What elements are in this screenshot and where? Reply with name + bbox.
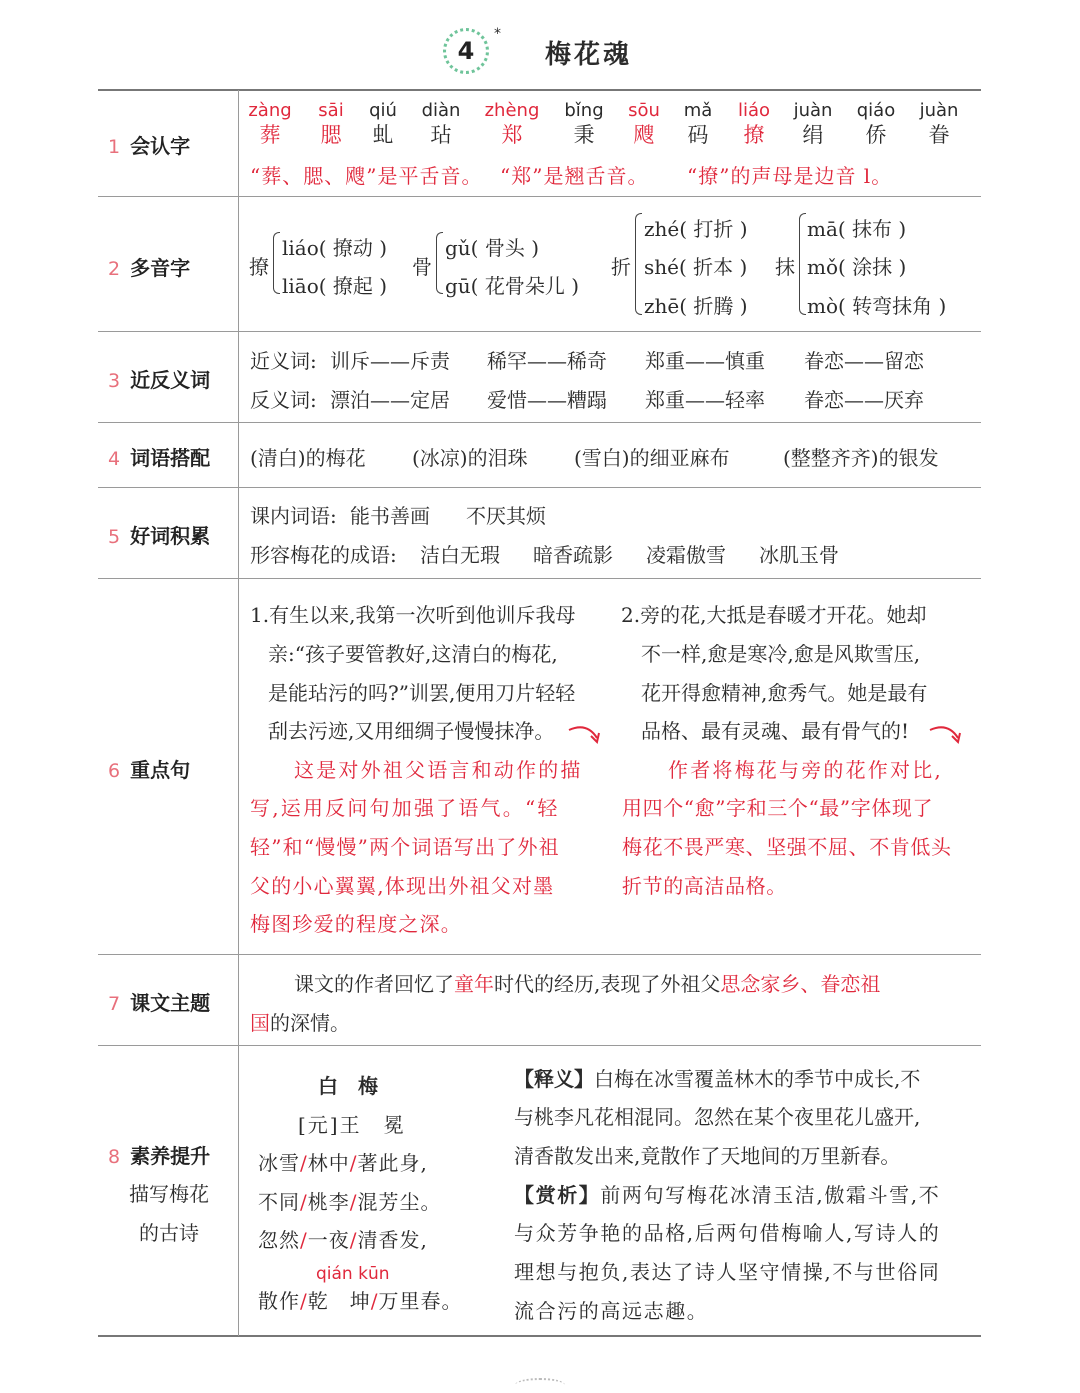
rhythm-slash: / [349, 1228, 358, 1252]
char-pinyin: mǎ [683, 100, 713, 121]
recognize-char-item [353, 100, 413, 148]
recognize-char-item [783, 100, 843, 148]
poem-segment: 不同 [258, 1190, 300, 1214]
char-glyph: 虬 [372, 123, 394, 147]
char-glyph: 绢 [802, 123, 824, 147]
vocab-word: 能书善画 [350, 504, 430, 528]
idiom-word: 凌霜傲雪 [646, 543, 726, 567]
note-line: 写,运用反问句加强了语气。“轻 [250, 796, 560, 820]
char-glyph: 腮 [320, 123, 342, 147]
char-pinyin: qiáo [856, 100, 896, 121]
poem-segment: 乾 坤 [307, 1289, 371, 1313]
recognize-char-item [668, 100, 728, 148]
section-label-3: 3 近反义词 [108, 368, 211, 392]
lesson-number-badge: 4 [443, 28, 489, 74]
char-pinyin: qiú [369, 100, 397, 121]
section-8-sublabel: 的古诗 [139, 1221, 199, 1245]
recognize-char-item [482, 100, 542, 148]
sentence-line: 亲:“孩子要管教好,这清白的梅花, [268, 642, 558, 666]
note-line: 折节的高洁品格。 [622, 874, 787, 898]
row-divider [98, 1045, 981, 1046]
poem-line [258, 1147, 428, 1176]
synonym-pair: 郑重——慎重 [645, 349, 765, 373]
appreciation-line-1: 【赏析】前两句写梅花冰清玉洁,傲霜斗雪,不 [514, 1183, 941, 1207]
polyphone-reading: gǔ( 骨头 ) [445, 236, 540, 260]
rhythm-slash: / [300, 1190, 308, 1214]
polyphone-reading: zhē( 折腾 ) [644, 294, 748, 318]
polyphone-reading: zhé( 打折 ) [644, 217, 748, 241]
collocation: (冰凉)的泪珠 [412, 446, 528, 470]
page-bottom-decoration [515, 1378, 565, 1392]
note-line: 父的小心翼翼,体现出外祖父对墨 [250, 874, 555, 898]
rhythm-slash: / [370, 1289, 379, 1313]
rhythm-slash: / [300, 1228, 308, 1252]
table-bottom-border [98, 1335, 981, 1337]
sentence-line: 2.旁的花,大抵是春暖才开花。她却 [621, 603, 927, 627]
poem-line [258, 1285, 463, 1314]
meaning-line: 清香散发出来,竟散作了天地间的万里新春。 [514, 1144, 901, 1168]
appreciation-line: 与众芳争艳的品格,后两句借梅喻人,写诗人的 [514, 1221, 941, 1245]
char-pinyin: diàn [421, 100, 461, 121]
idiom-label: 形容梅花的成语: [250, 543, 397, 567]
self-study-star: * [494, 26, 501, 42]
polyphone-reading: gū( 花骨朵儿 ) [445, 274, 580, 298]
char-pinyin: juàn [919, 100, 959, 121]
polyphone-reading: shé( 折本 ) [644, 255, 748, 279]
note-line: 这是对外祖父语言和动作的描 [294, 758, 583, 782]
antonym-label: 反义词: [250, 388, 317, 412]
poem-segment: 冰雪 [258, 1151, 300, 1175]
vocab-label: 课内词语: [250, 504, 337, 528]
char-glyph: 码 [687, 123, 709, 147]
polyphone-reading: mǒ( 涂抹 ) [807, 255, 907, 279]
char-pinyin: sōu [628, 100, 660, 121]
note-line: 梅花不畏严寒、坚强不屈、不肯低头 [622, 835, 952, 859]
char-pinyin: zhèng [484, 100, 540, 121]
section-8-sublabel: 描写梅花 [129, 1182, 209, 1206]
sentence-line: 不一样,愈是寒冷,愈是风欺雪压, [641, 642, 921, 666]
recognize-char-item [301, 100, 361, 148]
poem-segment: 混芳尘。 [357, 1190, 442, 1214]
row-divider [98, 954, 981, 955]
char-pinyin: juàn [793, 100, 833, 121]
note-lateral: “撩”的声母是边音 l。 [687, 164, 893, 188]
polyphone-reading: mā( 抹布 ) [807, 217, 907, 241]
collocation: (清白)的梅花 [250, 446, 366, 470]
polyphone-char: 抹 [775, 255, 795, 279]
row-divider [98, 487, 981, 488]
theme-line-2: 国的深情。 [250, 1011, 350, 1035]
section-label-5: 5 好词积累 [108, 524, 211, 548]
char-glyph: 葬 [259, 123, 281, 147]
poem-author: [元]王 冕 [298, 1113, 406, 1137]
antonym-pair: 漂泊——定居 [330, 388, 450, 412]
row-divider [98, 331, 981, 332]
theme-line-1: 课文的作者回忆了童年时代的经历,表现了外祖父思念家乡、眷恋祖 [294, 972, 881, 996]
note-line: 梅图珍爱的程度之深。 [250, 912, 462, 936]
note-line: 轻”和“慢慢”两个词语写出了外祖 [250, 835, 560, 859]
annotation-arrow-icon [928, 722, 964, 748]
rhythm-slash: / [300, 1289, 308, 1313]
sentence-line: 花开得愈精神,愈秀气。她是最有 [641, 681, 928, 705]
poem-segment: 桃李 [307, 1190, 350, 1214]
poem-pinyin: qián kūn [316, 1264, 390, 1284]
idiom-word: 洁白无瑕 [420, 543, 500, 567]
antonym-pair: 爱惜——糟蹋 [487, 388, 607, 412]
recognize-char-item [240, 100, 300, 148]
recognize-char-item [909, 100, 969, 148]
char-glyph: 飕 [633, 123, 655, 147]
section-label-4: 4 词语搭配 [108, 446, 211, 470]
char-glyph: 郑 [501, 123, 523, 147]
poem-segment: 林中 [307, 1151, 350, 1175]
synonym-pair: 训斥——斥责 [330, 349, 450, 373]
poem-segment: 著此身, [357, 1151, 428, 1175]
collocation: (雪白)的细亚麻布 [574, 446, 730, 470]
row-divider [98, 196, 981, 197]
char-glyph: 秉 [573, 123, 595, 147]
section-label-6: 6 重点句 [108, 758, 191, 782]
section-label-1: 1 会认字 [108, 134, 191, 158]
polyphone-reading: liáo( 撩动 ) [282, 236, 388, 260]
brace [635, 213, 642, 315]
sentence-line: 是能玷污的吗?”训罢,便用刀片轻轻 [268, 681, 576, 705]
poem-title: 白 梅 [318, 1074, 378, 1098]
section-label-7: 7 课文主题 [108, 991, 211, 1015]
brace [799, 213, 806, 315]
polyphone-char: 折 [611, 255, 631, 279]
brace [273, 232, 280, 294]
recognize-char-item [554, 100, 614, 148]
appreciation-line: 流合污的高远志趣。 [514, 1299, 709, 1323]
recognize-char-item [411, 100, 471, 148]
char-glyph: 撩 [743, 123, 765, 147]
note-retroflex: “郑”是翘舌音。 [500, 164, 649, 188]
poem-segment: 一夜 [307, 1228, 350, 1252]
recognize-char-item [724, 100, 784, 148]
section-label-2: 2 多音字 [108, 256, 191, 280]
char-pinyin: liáo [737, 100, 771, 121]
lesson-header [0, 0, 1080, 90]
rhythm-slash: / [349, 1151, 358, 1175]
note-line: 用四个“愈”字和三个“最”字体现了 [622, 796, 934, 820]
poem-line [258, 1186, 442, 1215]
idiom-word: 暗香疏影 [533, 543, 613, 567]
meaning-line-1: 【释义】白梅在冰雪覆盖林木的季节中成长,不 [514, 1067, 921, 1091]
table-top-border [98, 89, 981, 91]
char-pinyin: zàng [248, 100, 292, 121]
sentence-line: 刮去污迹,又用细绸子慢慢抹净。 [268, 719, 555, 743]
row-divider [98, 422, 981, 423]
brace [436, 232, 443, 294]
synonym-label: 近义词: [250, 349, 317, 373]
idiom-word: 冰肌玉骨 [759, 543, 839, 567]
synonym-pair: 稀罕——稀奇 [487, 349, 607, 373]
meaning-line: 与桃李凡花相混同。忽然在某个夜里花儿盛开, [514, 1105, 921, 1129]
poem-segment: 清香发, [357, 1228, 428, 1252]
char-pinyin: bǐng [564, 100, 604, 121]
note-line: 作者将梅花与旁的花作对比, [668, 758, 943, 782]
row-divider [98, 578, 981, 579]
polyphone-char: 骨 [412, 255, 432, 279]
poem-line [258, 1224, 428, 1253]
char-pinyin: sāi [318, 100, 344, 121]
sentence-line: 品格、最有灵魂、最有骨气的! [641, 719, 910, 743]
note-flat-tongue: “葬、腮、飕”是平舌音。 [250, 164, 483, 188]
poem-segment: 忽然 [258, 1228, 300, 1252]
polyphone-reading: mò( 转弯抹角 ) [807, 294, 947, 318]
poem-segment: 散作 [258, 1289, 300, 1313]
page-title: 梅花魂 [545, 40, 633, 70]
antonym-pair: 郑重——轻率 [645, 388, 765, 412]
char-glyph: 玷 [430, 123, 452, 147]
sentence-line: 1.有生以来,我第一次听到他训斥我母 [250, 603, 576, 627]
synonym-pair: 眷恋——留恋 [804, 349, 924, 373]
rhythm-slash: / [349, 1190, 358, 1214]
recognize-char-item [614, 100, 674, 148]
collocation: (整整齐齐)的银发 [783, 446, 939, 470]
vocab-word: 不厌其烦 [466, 504, 546, 528]
poem-segment: 万里春。 [378, 1289, 463, 1313]
char-glyph: 侨 [865, 123, 887, 147]
polyphone-char: 撩 [249, 255, 269, 279]
rhythm-slash: / [300, 1151, 308, 1175]
char-glyph: 眷 [928, 123, 950, 147]
annotation-arrow-icon [567, 722, 603, 748]
recognize-char-item [846, 100, 906, 148]
antonym-pair: 眷恋——厌弃 [804, 388, 924, 412]
polyphone-reading: liāo( 撩起 ) [282, 274, 388, 298]
column-divider [238, 90, 239, 1336]
appreciation-line: 理想与抱负,表达了诗人坚守情操,不与世俗同 [514, 1260, 941, 1284]
section-label-8: 8 素养提升 [108, 1144, 211, 1168]
